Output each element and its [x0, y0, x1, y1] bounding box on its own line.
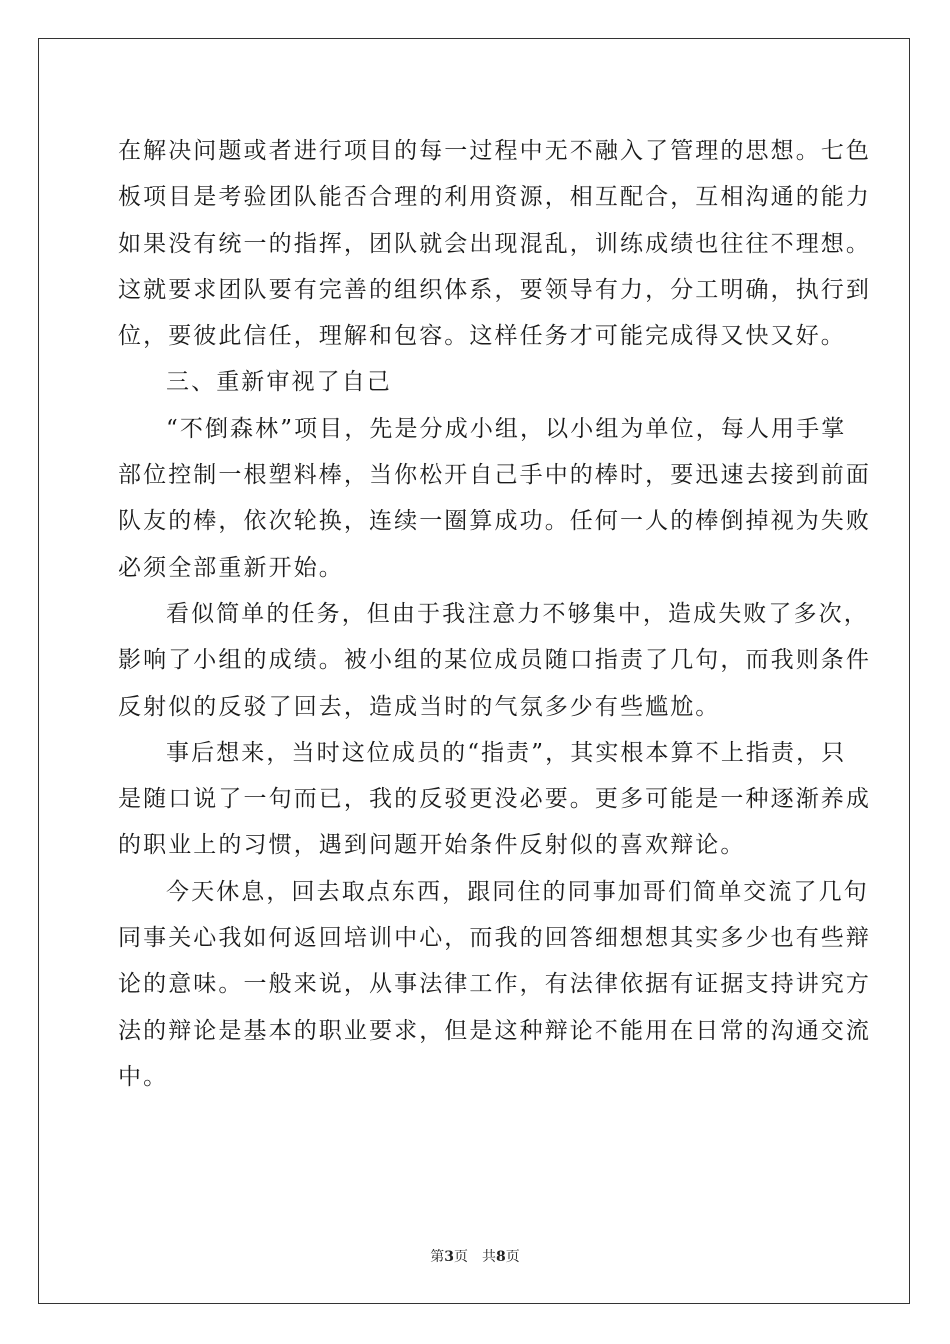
text-line: 论的意味。一般来说，从事法律工作，有法律依据有证据支持讲究方 — [118, 971, 871, 998]
text-line: 同事关心我如何返回培训中心，而我的回答细想想其实多少也有些辩 — [118, 925, 871, 952]
text-line: 队友的棒，依次轮换，连续一圈算成功。任何一人的棒倒掉视为失败 — [118, 508, 871, 535]
text-line: 影响了小组的成绩。被小组的某位成员随口指责了几句，而我则条件 — [118, 647, 871, 674]
text-line: 的职业上的习惯，遇到问题开始条件反射似的喜欢辩论。 — [118, 832, 746, 859]
page-suffix: 页 — [454, 1249, 468, 1265]
page-footer — [0, 1246, 950, 1266]
text-line: 法的辩论是基本的职业要求，但是这种辩论不能用在日常的沟通交流 — [118, 1017, 871, 1044]
text-line: 在解决问题或者进行项目的每一过程中无不融入了管理的思想。七色 — [118, 138, 871, 164]
total-prefix: 共 — [482, 1249, 496, 1265]
text-line: 位，要彼此信任，理解和包容。这样任务才可能完成得又快又好。 — [118, 323, 846, 350]
text-line: “不倒森林”项目，先是分成小组，以小组为单位，每人用手掌 — [166, 415, 847, 442]
total-pages: 8 — [496, 1249, 506, 1265]
page-prefix: 第 — [430, 1249, 445, 1265]
text-line: 今天休息，回去取点东西，跟同住的同事加哥们简单交流了几句 — [166, 878, 869, 905]
text-line: 这就要求团队要有完善的组织体系，要领导有力，分工明确，执行到 — [118, 276, 871, 303]
text-line: 部位控制一根塑料棒，当你松开自己手中的棒时，要迅速去接到前面 — [118, 462, 871, 489]
text-line: 如果没有统一的指挥，团队就会出现混乱，训练成绩也往往不理想。 — [118, 230, 871, 257]
text-line: 板项目是考验团队能否合理的利用资源，相互配合，互相沟通的能力 — [118, 184, 871, 211]
text-line: 是随口说了一句而已，我的反驳更没必要。更多可能是一种逐渐养成 — [118, 786, 871, 813]
text-line: 看似简单的任务，但由于我注意力不够集中，造成失败了多次， — [166, 600, 869, 627]
total-suffix: 页 — [505, 1249, 520, 1265]
section-heading: 三、重新审视了自己 — [166, 369, 392, 396]
text-line: 必须全部重新开始。 — [118, 554, 344, 581]
document-body — [118, 128, 871, 1100]
text-line: 中。 — [118, 1063, 169, 1090]
page-number: 3 — [444, 1249, 454, 1265]
text-line: 事后想来，当时这位成员的“指责”，其实根本算不上指责，只 — [166, 739, 847, 766]
text-line: 反射似的反驳了回去，造成当时的气氛多少有些尴尬。 — [118, 693, 721, 720]
